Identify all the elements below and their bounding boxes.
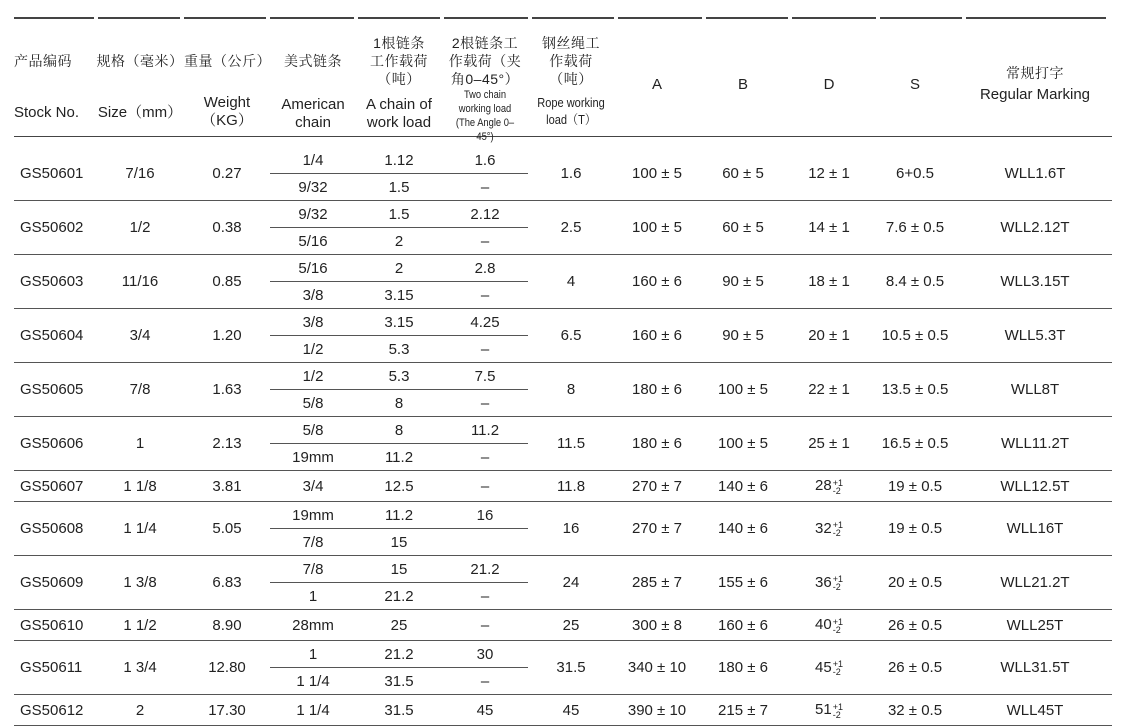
dim-d-value: 51 (815, 701, 832, 719)
american-chain-cell: 9/32 (270, 174, 356, 201)
col-a-label: A (651, 76, 662, 93)
american-chain-cell: 1 1/4 (270, 695, 356, 726)
rope-load-cell: 4 (528, 255, 614, 309)
col-marking-zh: 常规打字 (1006, 65, 1064, 81)
american-chain-cell: 1/4 (270, 147, 356, 174)
table-row (14, 641, 1112, 668)
col-rope-en1: Rope working (537, 95, 605, 110)
size-cell: 7/8 (96, 363, 184, 417)
col-two-chain-zh2: 作载荷（夹 (448, 53, 522, 69)
table-row (14, 695, 1112, 726)
dim-d-value: 22 ± 1 (808, 381, 850, 398)
dim-d-tol-upper: +1 (832, 520, 843, 531)
dim-d-value: 45 (815, 658, 832, 676)
weight-cell: 6.83 (184, 556, 270, 610)
col-one-chain-zh3: （吨） (377, 71, 421, 87)
dim-d-tol-lower: -2 (832, 528, 841, 539)
weight-cell: 1.20 (184, 309, 270, 363)
dim-d-tol-upper: +1 (832, 659, 843, 670)
one-chain-load-cell: 15 (356, 529, 442, 556)
one-chain-load-cell: 5.3 (356, 336, 442, 363)
dim-d-tolerance (833, 660, 843, 676)
col-one-chain-en1: A chain of (366, 96, 432, 113)
rope-load-cell: 45 (528, 695, 614, 726)
one-chain-load-cell: 11.2 (356, 502, 442, 529)
col-weight-en1: Weight (203, 94, 251, 111)
one-chain-load-cell: 5.3 (356, 363, 442, 390)
dim-d-cell (786, 695, 872, 726)
dim-a-cell: 100 ± 5 (614, 201, 700, 255)
dim-a-cell: 340 ± 10 (614, 641, 700, 695)
col-one-chain-en2: work load (366, 114, 432, 131)
one-chain-load-cell: 15 (356, 556, 442, 583)
col-two-chain-en2: working load (458, 103, 512, 115)
american-chain-cell: 1 (270, 583, 356, 610)
one-chain-load-cell: 31.5 (356, 668, 442, 695)
col-weight (184, 20, 270, 137)
dim-d-cell (786, 502, 872, 556)
dim-b-cell: 100 ± 5 (700, 417, 786, 471)
one-chain-load-cell: 21.2 (356, 641, 442, 668)
dim-d-tolerance (833, 618, 843, 634)
header-row (14, 20, 1112, 137)
one-chain-load-cell: 8 (356, 417, 442, 444)
one-chain-load-cell: 31.5 (356, 695, 442, 726)
one-chain-load-cell: 2 (356, 255, 442, 282)
shackle-spec-table (14, 20, 1112, 726)
table-row (14, 502, 1112, 529)
dim-d-cell (786, 556, 872, 610)
dim-b-cell: 90 ± 5 (700, 309, 786, 363)
col-two-chain-en1: Two chain (463, 89, 507, 101)
dim-d-tolerance (833, 479, 843, 495)
table-row (14, 417, 1112, 444)
weight-cell: 5.05 (184, 502, 270, 556)
col-american-chain (270, 20, 356, 137)
stock-no-cell: GS50609 (14, 556, 96, 610)
marking-cell: WLL5.3T (958, 309, 1112, 363)
size-cell: 1 3/8 (96, 556, 184, 610)
one-chain-load-cell: 12.5 (356, 471, 442, 502)
american-chain-cell: 9/32 (270, 201, 356, 228)
marking-cell: WLL31.5T (958, 641, 1112, 695)
stock-no-cell: GS50612 (14, 695, 96, 726)
col-rope-load (528, 20, 614, 137)
dim-d-value: 40 (815, 616, 832, 634)
dim-b-cell: 180 ± 6 (700, 641, 786, 695)
one-chain-load-cell: 3.15 (356, 282, 442, 309)
two-chain-load-cell (442, 529, 528, 556)
rope-load-cell: 24 (528, 556, 614, 610)
american-chain-cell: 1 1/4 (270, 668, 356, 695)
dim-d-tol-lower: -2 (832, 709, 841, 720)
two-chain-load-cell: – (442, 390, 528, 417)
dim-d-cell (786, 255, 872, 309)
two-chain-load-cell: 2.8 (442, 255, 528, 282)
dim-d-tol-lower: -2 (832, 667, 841, 678)
size-cell: 3/4 (96, 309, 184, 363)
stock-no-cell: GS50601 (14, 147, 96, 201)
dim-b-cell: 100 ± 5 (700, 363, 786, 417)
table-row (14, 471, 1112, 502)
header-gap (14, 137, 1112, 148)
dim-d-value: 12 ± 1 (808, 165, 850, 182)
weight-cell: 0.85 (184, 255, 270, 309)
marking-cell: WLL21.2T (958, 556, 1112, 610)
two-chain-load-cell: – (442, 282, 528, 309)
marking-cell: WLL2.12T (958, 201, 1112, 255)
col-s-label: S (909, 76, 920, 93)
dim-s-cell: 19 ± 0.5 (872, 471, 958, 502)
one-chain-load-cell: 3.15 (356, 309, 442, 336)
dim-s-cell: 6+0.5 (872, 147, 958, 201)
dim-a-cell: 180 ± 6 (614, 417, 700, 471)
dim-d-value: 20 ± 1 (808, 327, 850, 344)
dim-b-cell: 60 ± 5 (700, 147, 786, 201)
col-b (700, 20, 786, 137)
one-chain-load-cell: 21.2 (356, 583, 442, 610)
dim-s-cell: 8.4 ± 0.5 (872, 255, 958, 309)
weight-cell: 17.30 (184, 695, 270, 726)
two-chain-load-cell: 1.6 (442, 147, 528, 174)
weight-cell: 0.38 (184, 201, 270, 255)
col-rope-zh2: 作载荷 (549, 53, 593, 69)
dim-d-cell (786, 201, 872, 255)
table-row (14, 201, 1112, 228)
dim-b-cell: 160 ± 6 (700, 610, 786, 641)
col-one-chain-zh1: 1根链条 (373, 35, 425, 51)
col-american-zh: 美式链条 (284, 53, 342, 69)
american-chain-cell: 3/4 (270, 471, 356, 502)
dim-s-cell: 7.6 ± 0.5 (872, 201, 958, 255)
dim-a-cell: 390 ± 10 (614, 695, 700, 726)
weight-cell: 0.27 (184, 147, 270, 201)
dim-s-cell: 32 ± 0.5 (872, 695, 958, 726)
col-b-label: B (737, 76, 748, 93)
american-chain-cell: 5/16 (270, 255, 356, 282)
dim-d-value: 32 (815, 519, 832, 537)
stock-no-cell: GS50603 (14, 255, 96, 309)
col-rope-en2: load（T） (546, 112, 596, 127)
two-chain-load-cell: 7.5 (442, 363, 528, 390)
col-two-chain-en3: (The Angle 0–45°) (455, 117, 515, 143)
size-cell: 1 1/8 (96, 471, 184, 502)
two-chain-load-cell: 16 (442, 502, 528, 529)
size-cell: 1/2 (96, 201, 184, 255)
one-chain-load-cell: 1.5 (356, 174, 442, 201)
dim-a-cell: 180 ± 6 (614, 363, 700, 417)
two-chain-load-cell: 30 (442, 641, 528, 668)
rope-load-cell: 11.8 (528, 471, 614, 502)
rope-load-cell: 31.5 (528, 641, 614, 695)
dim-d-cell (786, 417, 872, 471)
dim-d-tol-lower: -2 (832, 485, 841, 496)
one-chain-load-cell: 11.2 (356, 444, 442, 471)
american-chain-cell: 5/8 (270, 417, 356, 444)
two-chain-load-cell: 21.2 (442, 556, 528, 583)
stock-no-cell: GS50607 (14, 471, 96, 502)
dim-d-tol-upper: +1 (832, 574, 843, 585)
dim-d-cell (786, 610, 872, 641)
one-chain-load-cell: 1.12 (356, 147, 442, 174)
col-two-chain-zh1: 2根链条工 (451, 35, 519, 51)
dim-d-tolerance (833, 575, 843, 591)
table-row (14, 147, 1112, 174)
two-chain-load-cell: – (442, 583, 528, 610)
col-one-chain-load (356, 20, 442, 137)
col-two-chain-load (442, 20, 528, 143)
dim-d-cell (786, 147, 872, 201)
stock-no-cell: GS50606 (14, 417, 96, 471)
dim-b-cell: 90 ± 5 (700, 255, 786, 309)
dim-a-cell: 160 ± 6 (614, 309, 700, 363)
dim-d-tol-lower: -2 (832, 624, 841, 635)
stock-no-cell: GS50608 (14, 502, 96, 556)
table-row (14, 610, 1112, 641)
col-weight-en2: （KG） (201, 112, 253, 129)
dim-d-value: 14 ± 1 (808, 219, 850, 236)
weight-cell: 8.90 (184, 610, 270, 641)
weight-cell: 2.13 (184, 417, 270, 471)
col-d (786, 20, 872, 137)
two-chain-load-cell: 4.25 (442, 309, 528, 336)
marking-cell: WLL45T (958, 695, 1112, 726)
rope-load-cell: 11.5 (528, 417, 614, 471)
two-chain-load-cell: – (442, 228, 528, 255)
marking-cell: WLL11.2T (958, 417, 1112, 471)
rope-load-cell: 2.5 (528, 201, 614, 255)
stock-no-cell: GS50611 (14, 641, 96, 695)
col-stock-no-zh: 产品编码 (14, 53, 72, 69)
dim-d-tolerance (833, 521, 843, 537)
dim-s-cell: 16.5 ± 0.5 (872, 417, 958, 471)
one-chain-load-cell: 8 (356, 390, 442, 417)
stock-no-cell: GS50605 (14, 363, 96, 417)
dim-d-tol-upper: +1 (832, 616, 843, 627)
dim-s-cell: 10.5 ± 0.5 (872, 309, 958, 363)
american-chain-cell: 28mm (270, 610, 356, 641)
american-chain-cell: 3/8 (270, 309, 356, 336)
american-chain-cell: 1/2 (270, 363, 356, 390)
dim-d-cell (786, 471, 872, 502)
col-two-chain-zh3: 角0–45°） (450, 71, 520, 87)
marking-cell: WLL3.15T (958, 255, 1112, 309)
col-a (614, 20, 700, 137)
two-chain-load-cell: – (442, 336, 528, 363)
dim-d-value: 25 ± 1 (808, 435, 850, 452)
two-chain-load-cell: – (442, 174, 528, 201)
dim-b-cell: 60 ± 5 (700, 201, 786, 255)
stock-no-cell: GS50602 (14, 201, 96, 255)
col-marking (958, 20, 1112, 137)
weight-cell: 3.81 (184, 471, 270, 502)
col-size-zh: 规格（毫米） (96, 53, 184, 69)
col-rope-zh1: 钢丝绳工 (542, 35, 600, 51)
marking-cell: WLL8T (958, 363, 1112, 417)
size-cell: 7/16 (96, 147, 184, 201)
american-chain-cell: 19mm (270, 444, 356, 471)
dim-b-cell: 215 ± 7 (700, 695, 786, 726)
size-cell: 2 (96, 695, 184, 726)
dim-b-cell: 140 ± 6 (700, 471, 786, 502)
american-chain-cell: 1/2 (270, 336, 356, 363)
col-weight-zh: 重量（公斤） (184, 53, 271, 69)
table-row (14, 255, 1112, 282)
col-stock-no (14, 20, 96, 137)
dim-b-cell: 140 ± 6 (700, 502, 786, 556)
american-chain-cell: 3/8 (270, 282, 356, 309)
dim-s-cell: 13.5 ± 0.5 (872, 363, 958, 417)
one-chain-load-cell: 1.5 (356, 201, 442, 228)
table-row (14, 556, 1112, 583)
table-body (14, 137, 1112, 726)
dim-d-tol-upper: +1 (832, 701, 843, 712)
weight-cell: 12.80 (184, 641, 270, 695)
two-chain-load-cell: 2.12 (442, 201, 528, 228)
dim-s-cell: 19 ± 0.5 (872, 502, 958, 556)
american-chain-cell: 19mm (270, 502, 356, 529)
col-marking-en: Regular Marking (979, 86, 1091, 103)
dim-a-cell: 270 ± 7 (614, 471, 700, 502)
dim-d-tol-upper: +1 (832, 477, 843, 488)
col-d-label: D (823, 76, 835, 93)
dim-s-cell: 20 ± 0.5 (872, 556, 958, 610)
two-chain-load-cell: – (442, 610, 528, 641)
marking-cell: WLL16T (958, 502, 1112, 556)
dim-d-cell (786, 363, 872, 417)
dim-a-cell: 285 ± 7 (614, 556, 700, 610)
marking-cell: WLL12.5T (958, 471, 1112, 502)
two-chain-load-cell: – (442, 444, 528, 471)
size-cell: 1 3/4 (96, 641, 184, 695)
dim-d-cell (786, 309, 872, 363)
dim-d-value: 36 (815, 573, 832, 591)
two-chain-load-cell: 45 (442, 695, 528, 726)
stock-no-cell: GS50610 (14, 610, 96, 641)
dim-d-value: 28 (815, 477, 832, 495)
size-cell: 11/16 (96, 255, 184, 309)
american-chain-cell: 7/8 (270, 529, 356, 556)
one-chain-load-cell: 2 (356, 228, 442, 255)
dim-a-cell: 300 ± 8 (614, 610, 700, 641)
size-cell: 1 1/2 (96, 610, 184, 641)
dim-d-tol-lower: -2 (832, 582, 841, 593)
size-cell: 1 1/4 (96, 502, 184, 556)
rope-load-cell: 25 (528, 610, 614, 641)
dim-a-cell: 160 ± 6 (614, 255, 700, 309)
dim-d-tolerance (833, 703, 843, 719)
stock-no-cell: GS50604 (14, 309, 96, 363)
american-chain-cell: 1 (270, 641, 356, 668)
col-s (872, 20, 958, 137)
col-size-en: Size（mm） (97, 104, 183, 121)
dim-b-cell: 155 ± 6 (700, 556, 786, 610)
col-american-en2: chain (295, 114, 331, 131)
dim-d-cell (786, 641, 872, 695)
weight-cell: 1.63 (184, 363, 270, 417)
size-cell: 1 (96, 417, 184, 471)
american-chain-cell: 7/8 (270, 556, 356, 583)
american-chain-cell: 5/8 (270, 390, 356, 417)
dim-a-cell: 100 ± 5 (614, 147, 700, 201)
dim-s-cell: 26 ± 0.5 (872, 641, 958, 695)
col-one-chain-zh2: 工作载荷 (370, 53, 428, 69)
col-rope-zh3: （吨） (549, 71, 593, 87)
two-chain-load-cell: – (442, 471, 528, 502)
table-row (14, 309, 1112, 336)
two-chain-load-cell: 11.2 (442, 417, 528, 444)
american-chain-cell: 5/16 (270, 228, 356, 255)
two-chain-load-cell: – (442, 668, 528, 695)
marking-cell: WLL1.6T (958, 147, 1112, 201)
col-size (96, 20, 184, 137)
dim-d-value: 18 ± 1 (808, 273, 850, 290)
header-gap-cell (14, 137, 1112, 148)
dim-s-cell: 26 ± 0.5 (872, 610, 958, 641)
rope-load-cell: 8 (528, 363, 614, 417)
table-row (14, 363, 1112, 390)
col-stock-no-en: Stock No. (14, 104, 80, 121)
rope-load-cell: 6.5 (528, 309, 614, 363)
marking-cell: WLL25T (958, 610, 1112, 641)
dim-a-cell: 270 ± 7 (614, 502, 700, 556)
one-chain-load-cell: 25 (356, 610, 442, 641)
col-american-en1: American (281, 96, 345, 113)
rope-load-cell: 16 (528, 502, 614, 556)
rope-load-cell: 1.6 (528, 147, 614, 201)
